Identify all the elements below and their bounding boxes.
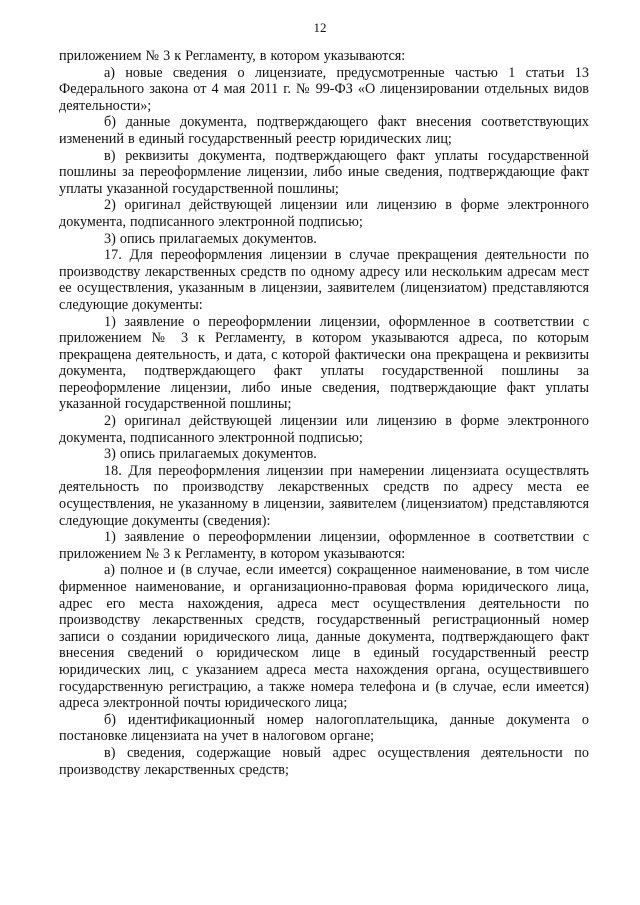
paragraph-b-registry-data: б) данные документа, подтверждающего факт внесения соответствующих изменений в единый государственный реестр юридических лиц; [59,114,589,147]
paragraph-18-heading: 18. Для переоформления лицензии при намерении лицензиата осуществлять деятельность по производству лекарственных средств по адресу места ее осуществления, не указанному в лицензии, заявителем (лицензиатом) представляются следующие документы (сведения): [59,462,589,529]
paragraph-17-3-inventory: 3) опись прилагаемых документов. [104,446,317,463]
paragraph-17-2-original-license: 2) оригинал действующей лицензии или лицензию в форме электронного документа, подписанного электронной подписью; [59,413,589,446]
paragraph-18-1-application: 1) заявление о переоформлении лицензии, оформленное в соответствии с приложением № 3 к Регламенту, в котором указываются: [59,529,589,562]
paragraph-18-a-full-name: а) полное и (в случае, если имеется) сокращенное наименование, в том числе фирменное наименование, и организационно-правовая форма юридического лица, адрес его места нахождения, адреса мест осуществления деятельности по производству лекарственных средств, государственный регистрационный номер записи о создании юридического лица, данные документа, подтверждающего факт внесения сведений о юридическом лице в единый государственный реестр юридических лиц, с указанием адреса места нахождения органа, осуществившего государственную регистрацию, а также номера телефона и (в случае, если имеется) адреса электронной почты юридического лица; [59,562,589,712]
paragraph-18-v-new-address: в) сведения, содержащие новый адрес осуществления деятельности по производству лекарственных средств; [59,744,589,778]
paragraph-v-fee-details: в) реквизиты документа, подтверждающего факт уплаты государственной пошлины за переоформление лицензии, либо иные сведения, подтверждающие факт уплаты указанной государственной пошлины; [59,147,589,197]
paragraph-18-b-taxpayer-id: б) идентификационный номер налогоплательщика, данные документа о постановке лицензиата на учет в налоговом органе; [59,711,589,745]
paragraph-3-inventory: 3) опись прилагаемых документов. [104,230,317,247]
document-body [59,48,589,778]
paragraph-intro: приложением № 3 к Регламенту, в котором указываются: [59,48,406,64]
paragraph-17-heading: 17. Для переоформления лицензии в случае прекращения деятельности по производству лекарственных средств по одному адресу или нескольким адресам мест ее осуществления, указанным в лицензии, заявителем (лицензиатом) представляются следующие документы: [59,247,589,313]
page-number: 12 [313,20,327,35]
paragraph-17-1-application: 1) заявление о переоформлении лицензии, оформленное в соответствии с приложением № 3 к Регламенту, в котором указываются адреса, по которым прекращена деятельность, и дата, с которой фактически она прекращена и реквизиты документа, подтверждающего факт уплаты государственной пошлины за переоформление лицензии, либо иные сведения, подтверждающие факт уплаты указанной государственной пошлины; [59,313,589,413]
paragraph-a-new-info: а) новые сведения о лицензиате, предусмотренные частью 1 статьи 13 Федерального закона от 4 мая 2011 г. № 99-ФЗ «О лицензировании отдельных видов деятельности»; [59,64,589,114]
paragraph-2-original-license: 2) оригинал действующей лицензии или лицензию в форме электронного документа, подписанного электронной подписью; [59,197,589,230]
